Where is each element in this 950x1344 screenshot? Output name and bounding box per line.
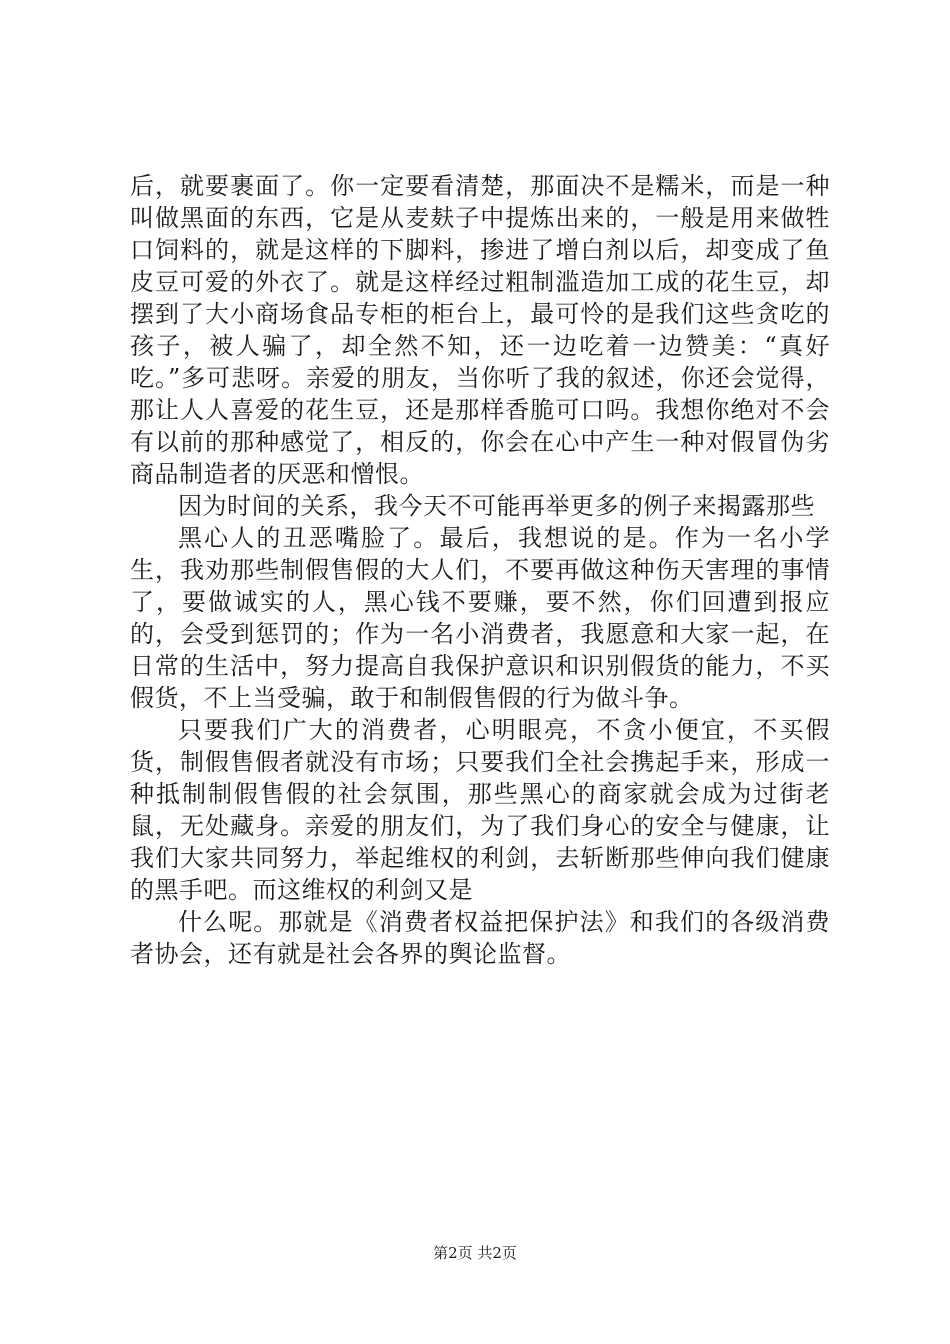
paragraph-3: 黑心人的丑恶嘴脸了。最后，我想说的是。作为一名小学生，我劝那些制假售假的大人们，不要再做这种伤天害理的事情了，要做诚实的人，黑心钱不要赚，要不然，你们回遭到报应的，会受到惩罚的；作为一名小消费者，我愿意和大家一起，在日常的生活中，努力提高自我保护意识和识别假货的能力，不买假货，不上当受骗，敢于和制假售假的行为做斗争。 <box>130 524 830 712</box>
paragraph-1: 后，就要裹面了。你一定要看清楚，那面决不是糯米，而是一种叫做黑面的东西，它是从麦麸子中提炼出来的，一般是用来做牲口饲料的，就是这样的下脚料，掺进了增白剂以后，却变成了鱼皮豆可爱的外衣了。就是这样经过粗制滥造加工成的花生豆，却摆到了大小商场食品专柜的柜台上，最可怜的是我们这些贪吃的孩子，被人骗了，却全然不知，还一边吃着一边赞美：“真好吃。”多可悲呀。亲爱的朋友，当你听了我的叙述，你还会觉得，那让人人喜爱的花生豆，还是那样香脆可口吗。我想你绝对不会有以前的那种感觉了，相反的，你会在心中产生一种对假冒伪劣商品制造者的厌恶和憎恨。 <box>130 172 830 488</box>
document-body <box>130 170 830 970</box>
paragraph-4: 只要我们广大的消费者，心明眼亮，不贪小便宜，不买假货，制假售假者就没有市场；只要我们全社会携起手来，形成一种抵制制假售假的社会氛围，那些黑心的商家就会成为过街老鼠，无处藏身。亲爱的朋友们，为了我们身心的安全与健康，让我们大家共同努力，举起维权的利剑，去斩断那些伸向我们健康的黑手吧。而这维权的利剑又是 <box>130 716 830 904</box>
paragraph-2: 因为时间的关系，我今天不可能再举更多的例子来揭露那些 <box>178 492 815 520</box>
page-footer: 第2页 共2页 <box>433 1244 517 1262</box>
paragraph-5: 什么呢。那就是《消费者权益把保护法》和我们的各级消费者协会，还有就是社会各界的舆论监督。 <box>130 908 830 968</box>
